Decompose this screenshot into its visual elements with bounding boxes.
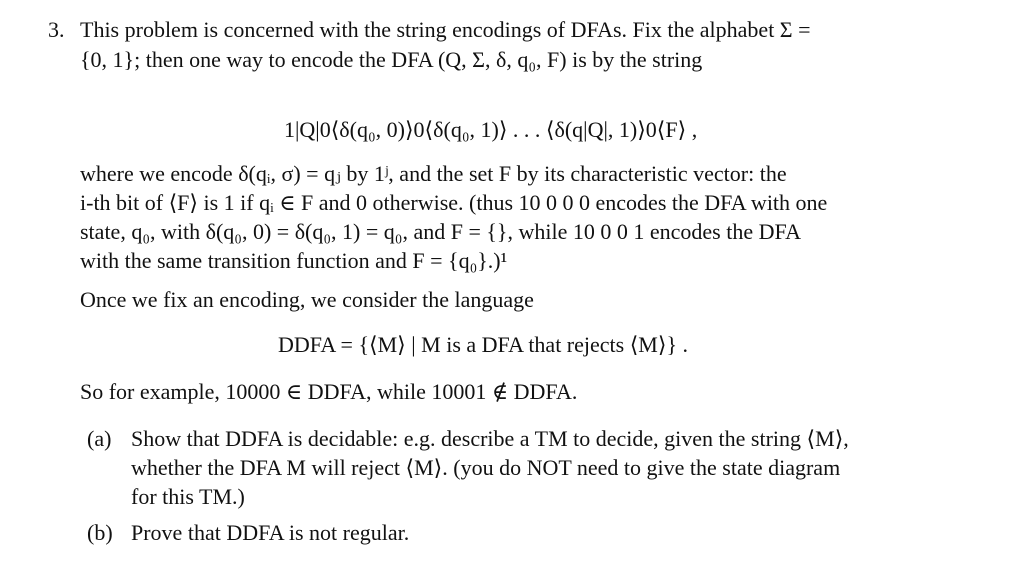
part-a-line-3: for this TM.) <box>131 484 245 509</box>
part-a-label: (a) <box>87 426 112 451</box>
where-line-1: where we encode δ(qᵢ, σ) = qⱼ by 1ʲ, and the set F by its characteristic vector: the <box>80 161 787 186</box>
part-b-label: (b) <box>87 520 113 545</box>
example-line: So for example, 10000 ∈ DDFA, while 10001 ∉ DDFA. <box>80 379 578 404</box>
where-line-4: with the same transition function and F = {q₀}.)¹ <box>80 248 508 273</box>
part-b-line-1: Prove that DDFA is not regular. <box>131 520 410 545</box>
intro-line-2: {0, 1}; then one way to encode the DFA (Q, Σ, δ, q₀, F) is by the string <box>80 47 703 72</box>
part-a-line-1: Show that DDFA is decidable: e.g. describe a TM to decide, given the string ⟨M⟩, <box>131 426 849 451</box>
once-line: Once we fix an encoding, we consider the language <box>80 287 534 312</box>
where-line-3: state, q₀, with δ(q₀, 0) = δ(q₀, 1) = q₀, and F = {}, while 10 0 0 1 encodes the DFA <box>80 219 801 244</box>
encoding-formula: 1|Q|0⟨δ(q₀, 0)⟩0⟨δ(q₀, 1)⟩ . . . ⟨δ(q|Q|, 1)⟩0⟨F⟩ , <box>284 117 698 142</box>
where-line-2: i-th bit of ⟨F⟩ is 1 if qᵢ ∈ F and 0 otherwise. (thus 10 0 0 0 encodes the DFA with one <box>80 190 828 215</box>
language-definition: DDFA = {⟨M⟩ | M is a DFA that rejects ⟨M⟩} . <box>278 332 688 357</box>
problem-number: 3. <box>48 17 65 42</box>
part-a-line-2: whether the DFA M will reject ⟨M⟩. (you do NOT need to give the state diagram <box>131 455 841 480</box>
intro-line-1: This problem is concerned with the string encodings of DFAs. Fix the alphabet Σ = <box>80 17 811 42</box>
